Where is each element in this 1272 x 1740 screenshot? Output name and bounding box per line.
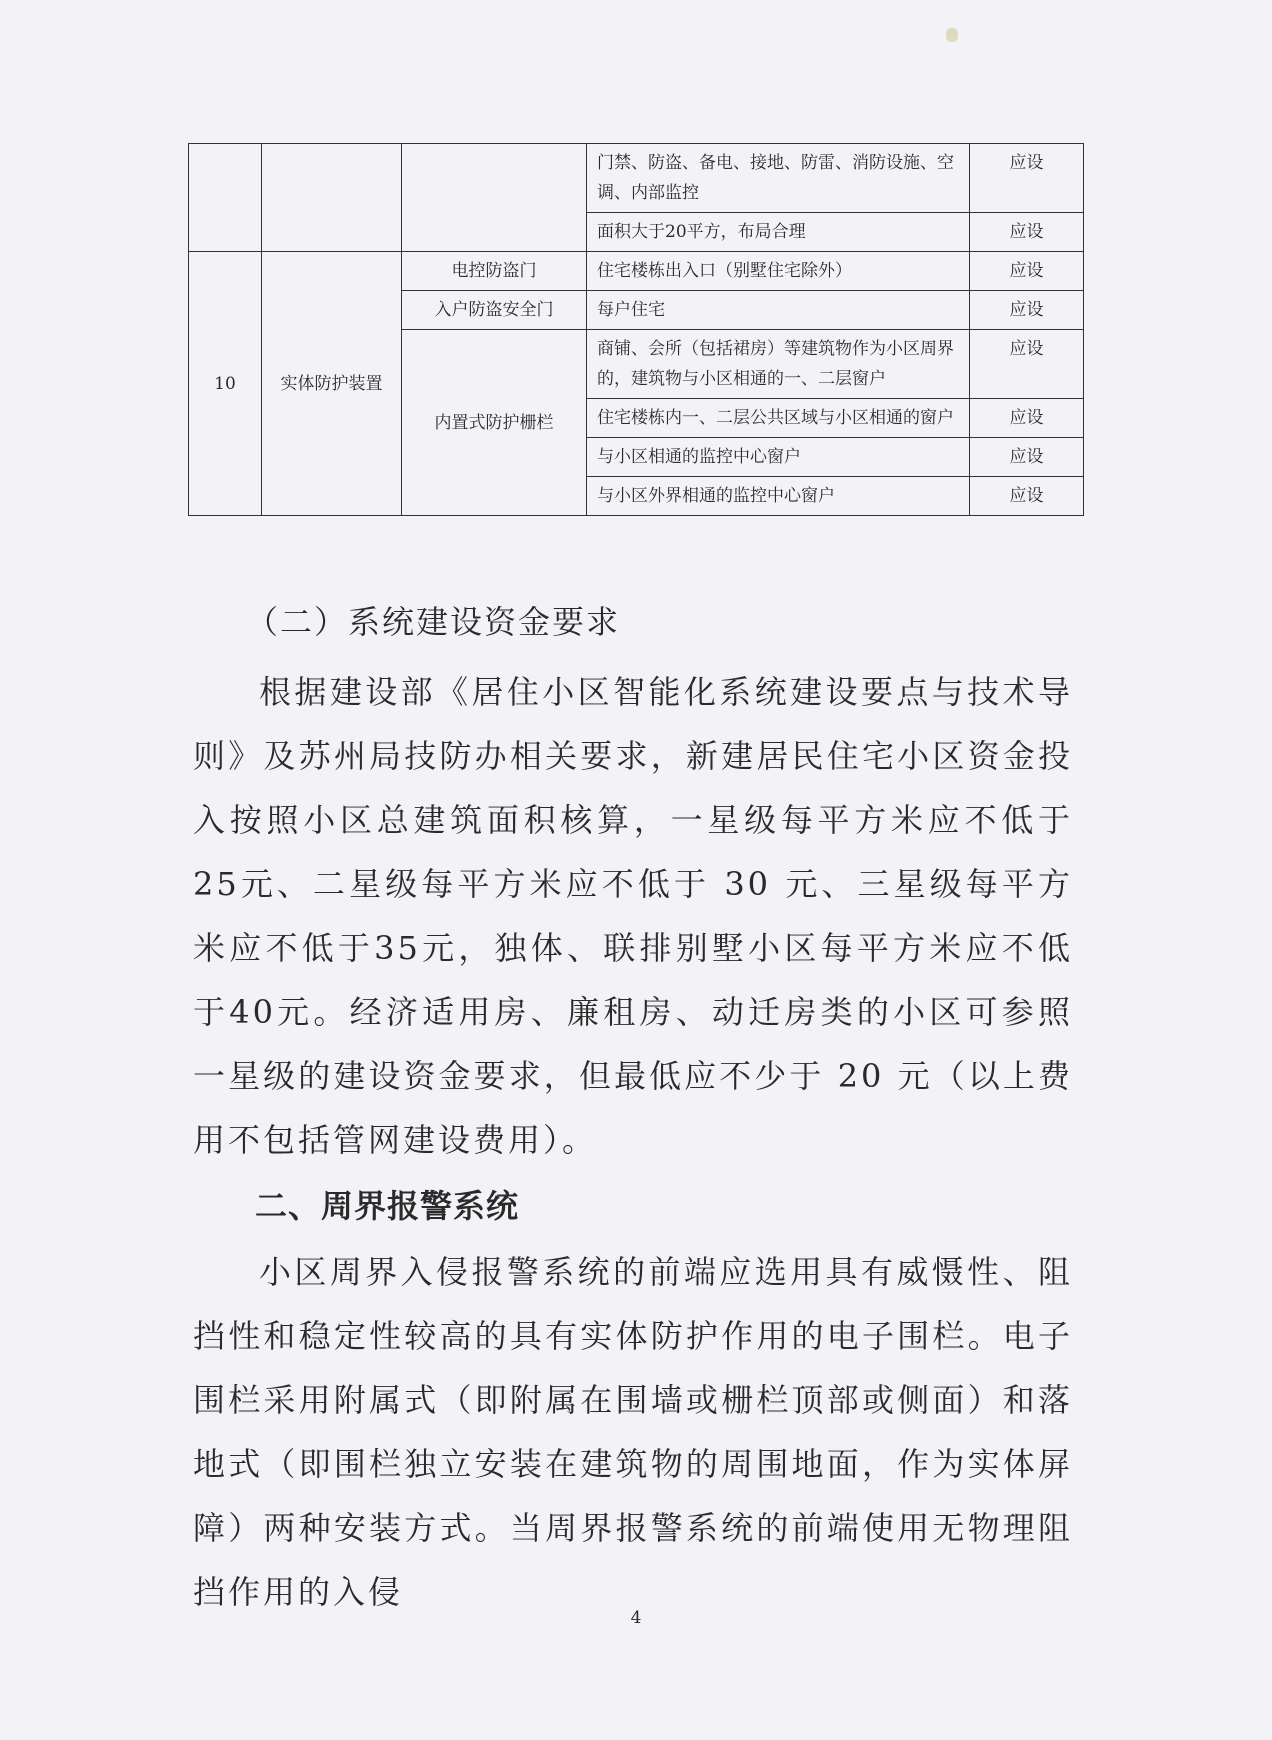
perimeter-paragraph: 小区周界入侵报警系统的前端应选用具有威慑性、阻挡性和稳定性较高的具有实体防护作用的电子围栏。电子围栏采用附属式（即附属在围墙或栅栏顶部或侧面）和落地式（即围栏独立安装在建筑物的周围地面，作为实体屏障）两种安装方式。当周界报警系统的前端使用无物理阻挡作用的入侵 [193,1253,1073,1611]
table-cell-item: 住宅楼栋出入口（别墅住宅除外） [587,252,970,291]
requirements-table [188,143,1084,516]
table-cell-requirement: 应设 [970,399,1084,438]
table-cell-item: 每户住宅 [587,291,970,330]
table-cell-subcategory: 电控防盗门 [402,252,587,291]
page-number: 4 [630,1608,642,1628]
table-cell-requirement: 应设 [970,477,1084,516]
table-cell-requirement: 应设 [970,213,1084,252]
table-cell-number: 10 [189,252,262,516]
table-cell-category-empty [262,144,402,252]
table-cell-subcategory: 内置式防护栅栏 [402,330,587,516]
table-cell-requirement: 应设 [970,438,1084,477]
table-cell-item: 与小区外界相通的监控中心窗户 [587,477,970,516]
table-row [189,144,1084,213]
table-cell-sub-empty [402,144,587,252]
table-cell-item: 商铺、会所（包括裙房）等建筑物作为小区周界的，建筑物与小区相通的一、二层窗户 [587,330,970,399]
table-cell-requirement: 应设 [970,291,1084,330]
table-cell-number-empty [189,144,262,252]
paper-smudge [946,28,958,42]
table-cell-requirement: 应设 [970,144,1084,213]
table-cell-subcategory: 入户防盗安全门 [402,291,587,330]
funding-paragraph: 根据建设部《居住小区智能化系统建设要点与技术导则》及苏州局技防办相关要求，新建居民住宅小区资金投入按照小区总建筑面积核算，一星级每平方米应不低于25元、二星级每平方米应不低于 30 元、三星级每平方米应不低于35元，独体、联排别墅小区每平方米应不低于40元。经济适用房、廉租房、动迁房类的小区可参照一星级的建设资金要求，但最低应不少于 20 元（以上费用不包括管网建设费用）。 [193,673,1073,1159]
section-heading-funding: （二）系统建设资金要求 [246,603,621,641]
table-cell-item: 门禁、防盗、备电、接地、防雷、消防设施、空调、内部监控 [587,144,970,213]
table-cell-item: 面积大于20平方，布局合理 [587,213,970,252]
section-heading-perimeter: 二、周界报警系统 [255,1187,520,1225]
table-cell-requirement: 应设 [970,330,1084,399]
table-cell-item: 与小区相通的监控中心窗户 [587,438,970,477]
table-row [189,252,1084,291]
table-cell-item: 住宅楼栋内一、二层公共区域与小区相通的窗户 [587,399,970,438]
table-cell-category: 实体防护装置 [262,252,402,516]
table-cell-requirement: 应设 [970,252,1084,291]
